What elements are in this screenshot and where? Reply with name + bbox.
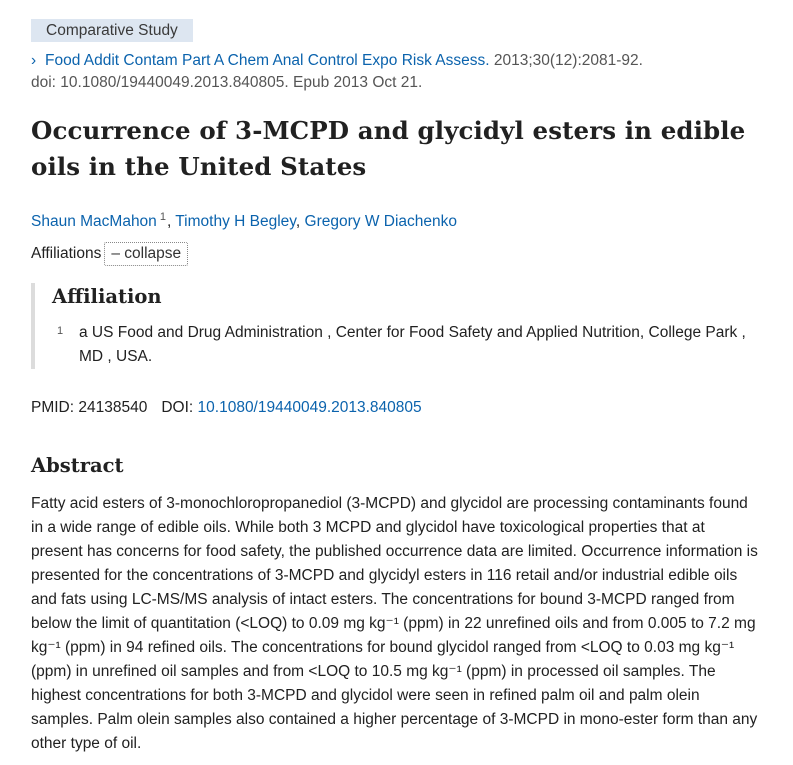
author-list xyxy=(31,206,457,233)
author-link-diachenko[interactable]: Gregory W Diachenko xyxy=(304,213,457,230)
affiliations-panel xyxy=(31,283,755,369)
author-link-begley[interactable]: Timothy H Begley xyxy=(175,213,296,230)
journal-link[interactable] xyxy=(31,52,490,69)
affiliations-toggle-row xyxy=(31,242,188,266)
author-separator: , xyxy=(166,213,176,230)
abstract-heading: Abstract xyxy=(31,454,124,477)
journal-name: Food Addit Contam Part A Chem Anal Control Expo Risk Assess. xyxy=(45,52,490,69)
affiliation-item xyxy=(57,321,747,369)
abstract-text: Fatty acid esters of 3-monochloropropanediol (3-MCPD) and glycidol are processing contaminants found in a wide range of edible oils. While both 3 MCPD and glycidol have toxicological properties that at present has concerns for food safety, the published occurrence data are limited. Occurrence information is presented for the concentrations of 3-MCPD and glycidyl esters in 116 retail and/or industrial edible oils and fats using LC-MS/MS analysis of intact esters. The concentrations for bound 3-MCPD ranged from below the limit of quantitation (<LOQ) to 0.09 mg kg⁻¹ (ppm) in 22 unrefined oils and from 0.005 to 7.2 mg kg⁻¹ (ppm) in 94 refined oils. The concentrations for bound glycidol ranged from <LOQ to 0.03 mg kg⁻¹ (ppm) in unrefined oil samples and from <LOQ to 10.5 mg kg⁻¹ (ppm) in processed oil samples. The highest concentrations for both 3-MCPD and glycidol were seen in refined palm oil and palm olein samples. Palm olein samples also contained a higher percentage of 3-MCPD in mono-ester form than any other type of oil. xyxy=(31,495,758,752)
citation xyxy=(31,50,771,94)
citation-details: 2013;30(12):2081-92. xyxy=(489,52,643,69)
chevron-right-icon: › xyxy=(31,52,37,69)
affiliation-ref[interactable]: 1 xyxy=(159,211,166,223)
identifiers xyxy=(31,397,422,419)
article-title: Occurrence of 3-MCPD and glycidyl esters in edible oils in the United States xyxy=(31,116,746,181)
affiliation-number: 1 xyxy=(57,325,64,337)
collapse-affiliations-button[interactable]: – collapse xyxy=(104,242,188,266)
doi-link[interactable]: 10.1080/19440049.2013.840805 xyxy=(197,399,422,416)
affiliation-heading: Affiliation xyxy=(52,285,162,308)
publication-type-badge: Comparative Study xyxy=(31,19,193,42)
author-link-macmahon[interactable]: Shaun MacMahon xyxy=(31,213,157,230)
affiliation-text: a US Food and Drug Administration , Center for Food Safety and Applied Nutrition, College Park , MD , USA. xyxy=(79,324,746,365)
doi-label: DOI: xyxy=(161,399,194,416)
author-separator: , xyxy=(295,213,305,230)
affiliations-label: Affiliations xyxy=(31,245,102,262)
pmid-label: PMID: xyxy=(31,399,75,416)
citation-doi-line: doi: 10.1080/19440049.2013.840805. Epub 2013 Oct 21. xyxy=(31,74,423,91)
pmid-value: 24138540 xyxy=(78,399,148,416)
